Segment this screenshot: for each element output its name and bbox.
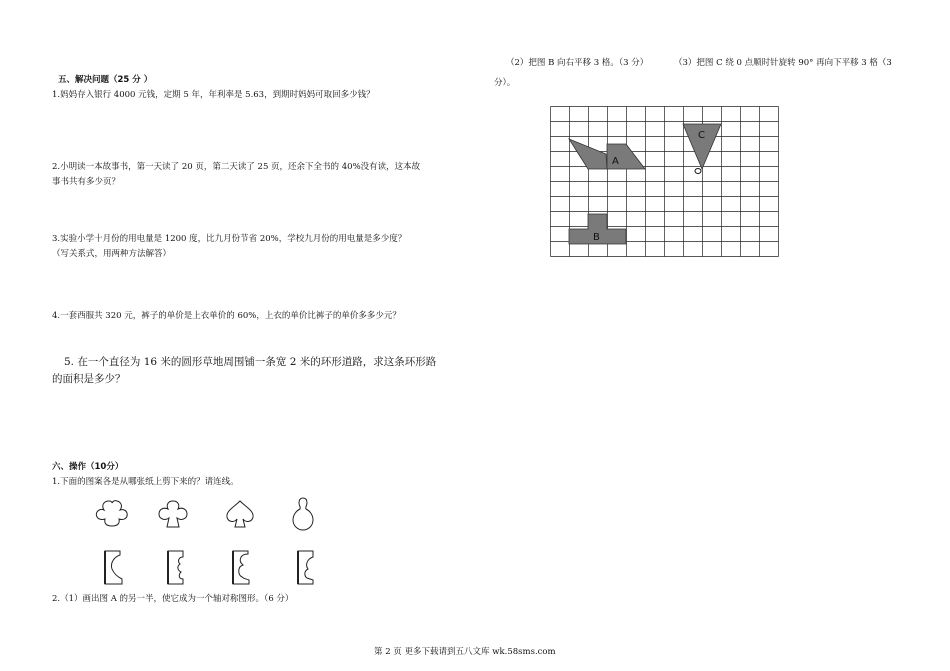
- spade-shape-icon: [222, 497, 258, 531]
- label-a: A: [612, 156, 619, 167]
- section5-title: 五、解决问题（25 分 ）: [58, 75, 153, 85]
- question-2-line1: 2.小明读一本故事书，第一天读了 20 页，第二天读了 25 页，还余下全书的 40%没有读，这本故: [52, 162, 421, 172]
- folded-paper-icon: [163, 549, 189, 587]
- question-5-line1: 5. 在一个直径为 16 米的圆形草地周围铺一条宽 2 米的环形道路，求这条环形路: [64, 356, 437, 368]
- question-3-line1: 3.实验小学十月份的用电量是 1200 度，比九月份节省 20%，学校九月份的用电量是多少度？: [52, 234, 407, 244]
- folded-paper-icon: [228, 549, 254, 587]
- instruction-rotate-c: （3）把图 C 绕 0 点顺时针旋转 90° 再向下平移 3 格（3: [674, 58, 892, 68]
- page-footer: 第 2 页 更多下载请到五八文库 wk.58sms.com: [374, 647, 556, 657]
- folded-paper-icon: [293, 549, 319, 587]
- question-3-line2: （写关系式，用两种方法解答）: [52, 249, 172, 259]
- operation-question-1: 1.下面的图案各是从哪张纸上剪下来的？请连线。: [52, 477, 239, 487]
- question-2-line2: 事书共有多少页？: [52, 177, 121, 187]
- gourd-shape-icon: [288, 495, 318, 533]
- operation-question-2: 2.（1）画出图 A 的另一半，使它成为一个轴对称图形。（6 分）: [52, 594, 294, 604]
- instruction-line2: 分）。: [494, 78, 516, 88]
- clover-shape-icon: [92, 497, 132, 531]
- shape-a-left: [569, 139, 607, 169]
- section6-title: 六、操作（10分）: [52, 462, 124, 472]
- instruction-translate-b: （2）把图 B 向右平移 3 格。（3 分）: [506, 58, 649, 68]
- grid-paper: [550, 106, 790, 260]
- question-1: 1.妈妈存入银行 4000 元钱，定期 5 年，年利率是 5.63，到期时妈妈可取回多少钱？: [52, 90, 375, 100]
- question-5-line2: 的面积是多少？: [52, 373, 126, 385]
- label-c: C: [698, 130, 705, 141]
- rotation-point-o: [695, 169, 701, 174]
- folded-paper-icon: [100, 549, 126, 587]
- label-b: B: [593, 232, 600, 243]
- club-shape-icon: [155, 497, 191, 531]
- question-4: 4.一套西服共 320 元，裤子的单价是上衣单价的 60%，上衣的单价比裤子的单价多多少元？: [52, 311, 401, 321]
